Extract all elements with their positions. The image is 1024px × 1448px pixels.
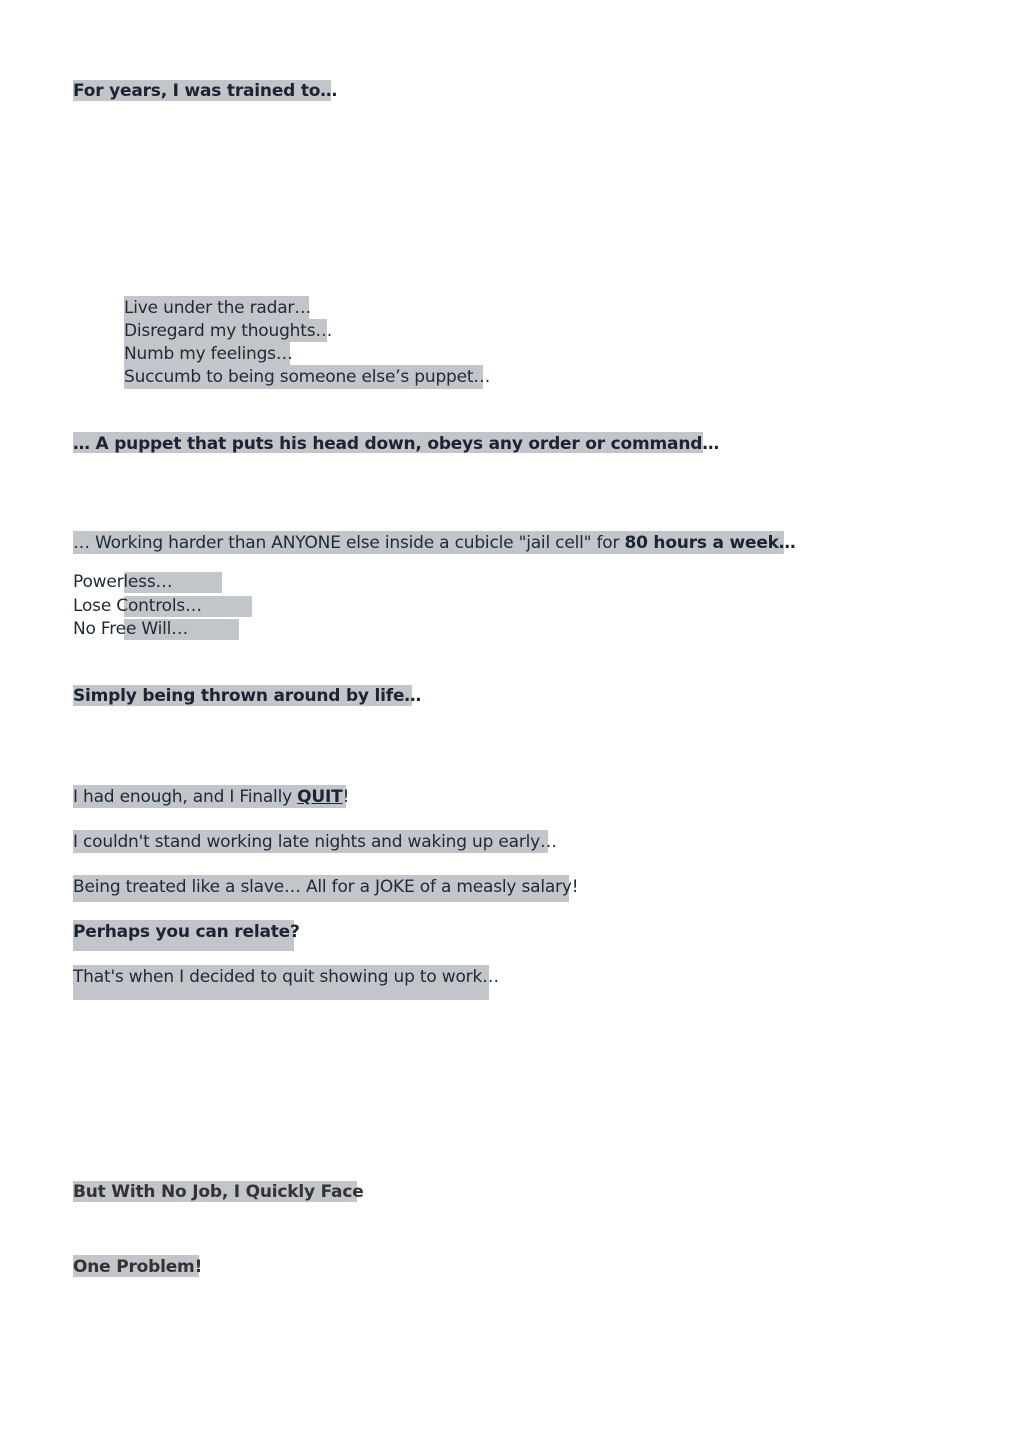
list-item-text: Succumb to being someone else’s puppet… <box>124 367 491 387</box>
list-item <box>124 320 332 342</box>
quit-paragraph <box>73 786 349 808</box>
list-item-text: Disregard my thoughts… <box>124 321 333 341</box>
list-item <box>124 366 490 388</box>
problem-heading <box>73 1256 202 1278</box>
state-text: No Free Will… <box>73 619 189 639</box>
problem-text: One Problem! <box>73 1257 203 1277</box>
thrown-heading <box>73 685 421 707</box>
quit-suffix: ! <box>342 787 350 807</box>
thrown-text: Simply being thrown around by life… <box>73 686 422 706</box>
no-job-heading <box>73 1181 364 1203</box>
intro-text: For years, I was trained to… <box>73 81 338 101</box>
working-paragraph <box>73 532 796 554</box>
relate-heading <box>73 921 300 943</box>
relate-text: Perhaps you can relate? <box>73 922 300 942</box>
list-item-text: Live under the radar… <box>124 298 312 318</box>
state-text: Lose Controls… <box>73 596 202 616</box>
state-item <box>73 618 188 640</box>
quit-prefix: I had enough, and I Finally <box>73 787 298 807</box>
decided-text: That's when I decided to quit showing up to work… <box>73 967 499 987</box>
state-item <box>73 571 172 593</box>
state-item <box>73 595 202 617</box>
quit-word: QUIT <box>297 787 343 807</box>
list-item <box>124 297 311 319</box>
puppet-text: … A puppet that puts his head down, obeys any order or command… <box>73 434 719 454</box>
list-item-text: Numb my feelings… <box>124 344 293 364</box>
slave-paragraph <box>73 876 578 898</box>
working-text: … Working harder than ANYONE else inside a cubicle "jail cell" for <box>73 533 625 553</box>
decided-paragraph <box>73 966 499 988</box>
intro-heading <box>73 80 337 102</box>
state-text: Powerless… <box>73 572 173 592</box>
puppet-heading <box>73 433 719 455</box>
list-item <box>124 343 293 365</box>
working-bold-text: 80 hours a week… <box>624 533 796 553</box>
no-job-text: But With No Job, I Quickly Face <box>73 1182 364 1202</box>
late-nights-text: I couldn't stand working late nights and waking up early… <box>73 832 557 852</box>
late-nights-paragraph <box>73 831 557 853</box>
slave-text: Being treated like a slave… All for a JOKE of a measly salary! <box>73 877 579 897</box>
